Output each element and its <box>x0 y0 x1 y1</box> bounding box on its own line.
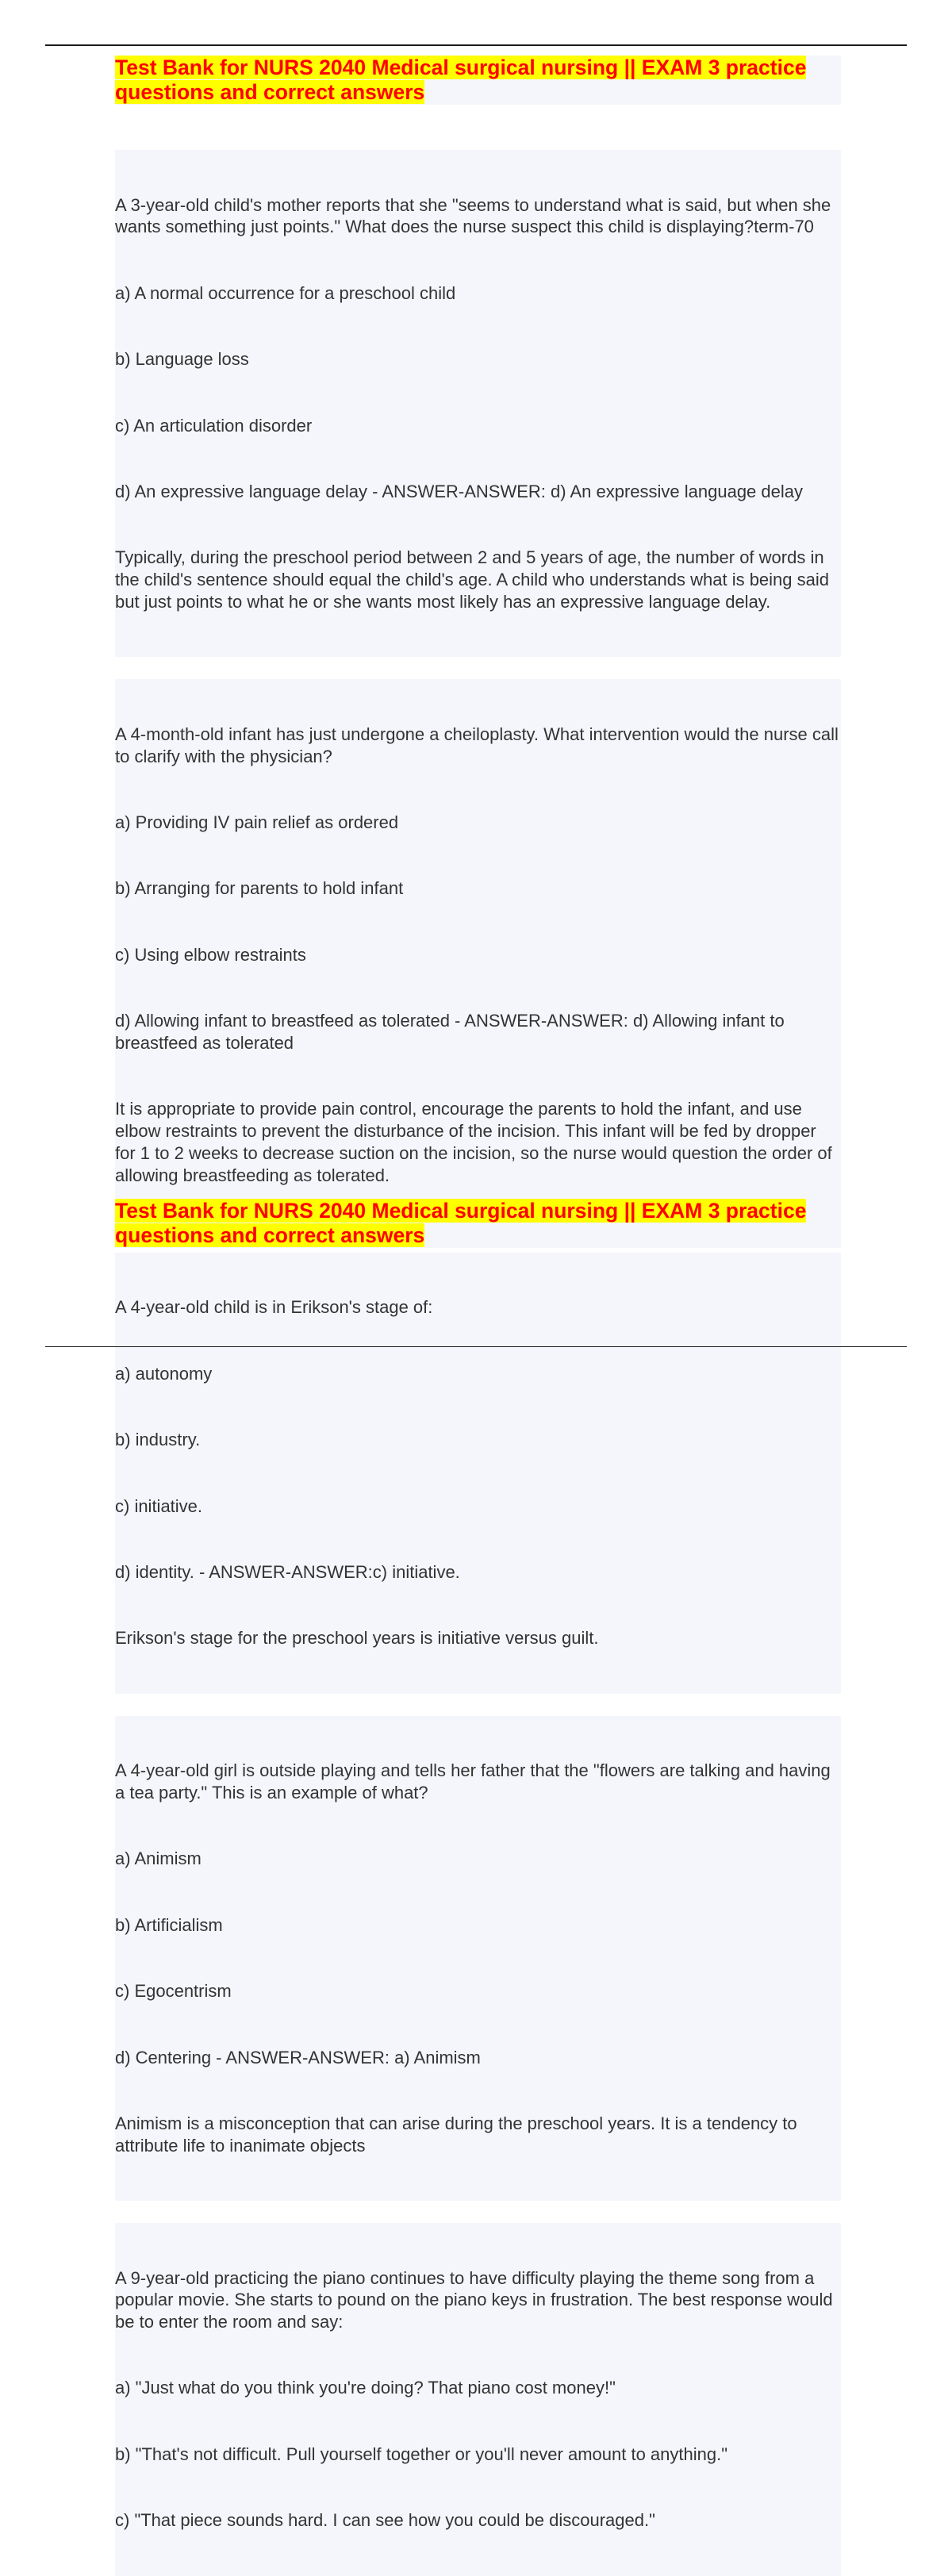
page-header <box>115 56 841 105</box>
question-block-5 <box>115 2223 841 2576</box>
question-block-1 <box>115 150 841 657</box>
footer-title: Test Bank for NURS 2040 Medical surgical nursing || EXAM 3 practice questions and correct answers <box>115 1199 841 1248</box>
question-stem: A 4-month-old infant has just undergone a cheiloplasty. What intervention would the nurse call to clarify with the physician? <box>115 724 844 766</box>
page-footer <box>115 1199 841 1248</box>
answer-option: b) industry. <box>115 1430 201 1450</box>
answer-option: c) "That piece sounds hard. I can see how you could be discouraged." <box>115 2510 655 2531</box>
answer-option: a) Providing IV pain relief as ordered <box>115 812 399 832</box>
rationale: Animism is a misconception that can arise during the preschool years. It is a tendency to attribute life to inanimate objects <box>115 2113 802 2156</box>
answer-option: c) initiative. <box>115 1495 203 1516</box>
top-rule <box>45 44 907 46</box>
document-title: Test Bank for NURS 2040 Medical surgical nursing || EXAM 3 practice questions and correct answers <box>115 56 841 105</box>
answer-option-with-answer: d) Allowing infant to breastfeed as tolerated - ANSWER-ANSWER: d) Allowing infant to breastfeed as tolerated <box>115 1011 789 1053</box>
answer-option-with-answer: d) An expressive language delay - ANSWER-ANSWER: d) An expressive language delay <box>115 481 803 501</box>
question-stem: A 9-year-old practicing the piano continues to have difficulty playing the theme song from a popular movie. She starts to pound on the piano keys in frustration. The best response would be to enter the room and say: <box>115 2267 838 2332</box>
answer-option: c) Egocentrism <box>115 1981 232 2002</box>
question-stem: A 4-year-old girl is outside playing and tells her father that the "flowers are talking and having a tea party." This is an example of what? <box>115 1760 835 1802</box>
rationale: Erikson's stage for the preschool years is initiative versus guilt. <box>115 1628 599 1649</box>
question-block-2 <box>115 679 844 1230</box>
answer-option-with-answer: d) Centering - ANSWER-ANSWER: a) Animism <box>115 2047 481 2067</box>
answer-option: a) A normal occurrence for a preschool child <box>115 282 456 303</box>
answer-option: b) "That's not difficult. Pull yourself together or you'll never amount to anything." <box>115 2444 728 2464</box>
question-stem: A 3-year-old child's mother reports that she "seems to understand what is said, but when she wants something just points." What does the nurse suspect this child is displaying?term-70 <box>115 194 836 237</box>
question-list <box>115 150 844 2576</box>
answer-option: b) Artificialism <box>115 1914 223 1935</box>
question-stem: A 4-year-old child is in Erikson's stage of: <box>115 1297 433 1318</box>
answer-option: a) "Just what do you think you're doing? That piano cost money!" <box>115 2378 616 2398</box>
answer-option: c) An articulation disorder <box>115 415 313 436</box>
rationale: It is appropriate to provide pain control, encourage the parents to hold the infant, and use elbow restraints to prevent the disturbance of the incision. This infant will be fed by dropper for 1 to 2 weeks to decrease suction on the incision, so the nurse would question the order of allowing breastfeeding as tolerated. <box>115 1099 837 1185</box>
question-block-4 <box>115 1716 841 2202</box>
rationale: Typically, during the preschool period between 2 and 5 years of age, the number of words in the child's sentence should equal the child's age. A child who understands what is being said but just points to what he or she wants most likely has an expressive language delay. <box>115 547 835 612</box>
bottom-rule <box>45 1346 907 1347</box>
question-block-3 <box>115 1253 841 1694</box>
answer-option: a) Animism <box>115 1849 202 1869</box>
answer-option: a) autonomy <box>115 1363 213 1384</box>
answer-option-with-answer: d) identity. - ANSWER-ANSWER:c) initiative. <box>115 1562 460 1582</box>
answer-option: b) Language loss <box>115 349 249 370</box>
answer-option: c) Using elbow restraints <box>115 944 306 965</box>
answer-option: b) Arranging for parents to hold infant <box>115 878 404 899</box>
